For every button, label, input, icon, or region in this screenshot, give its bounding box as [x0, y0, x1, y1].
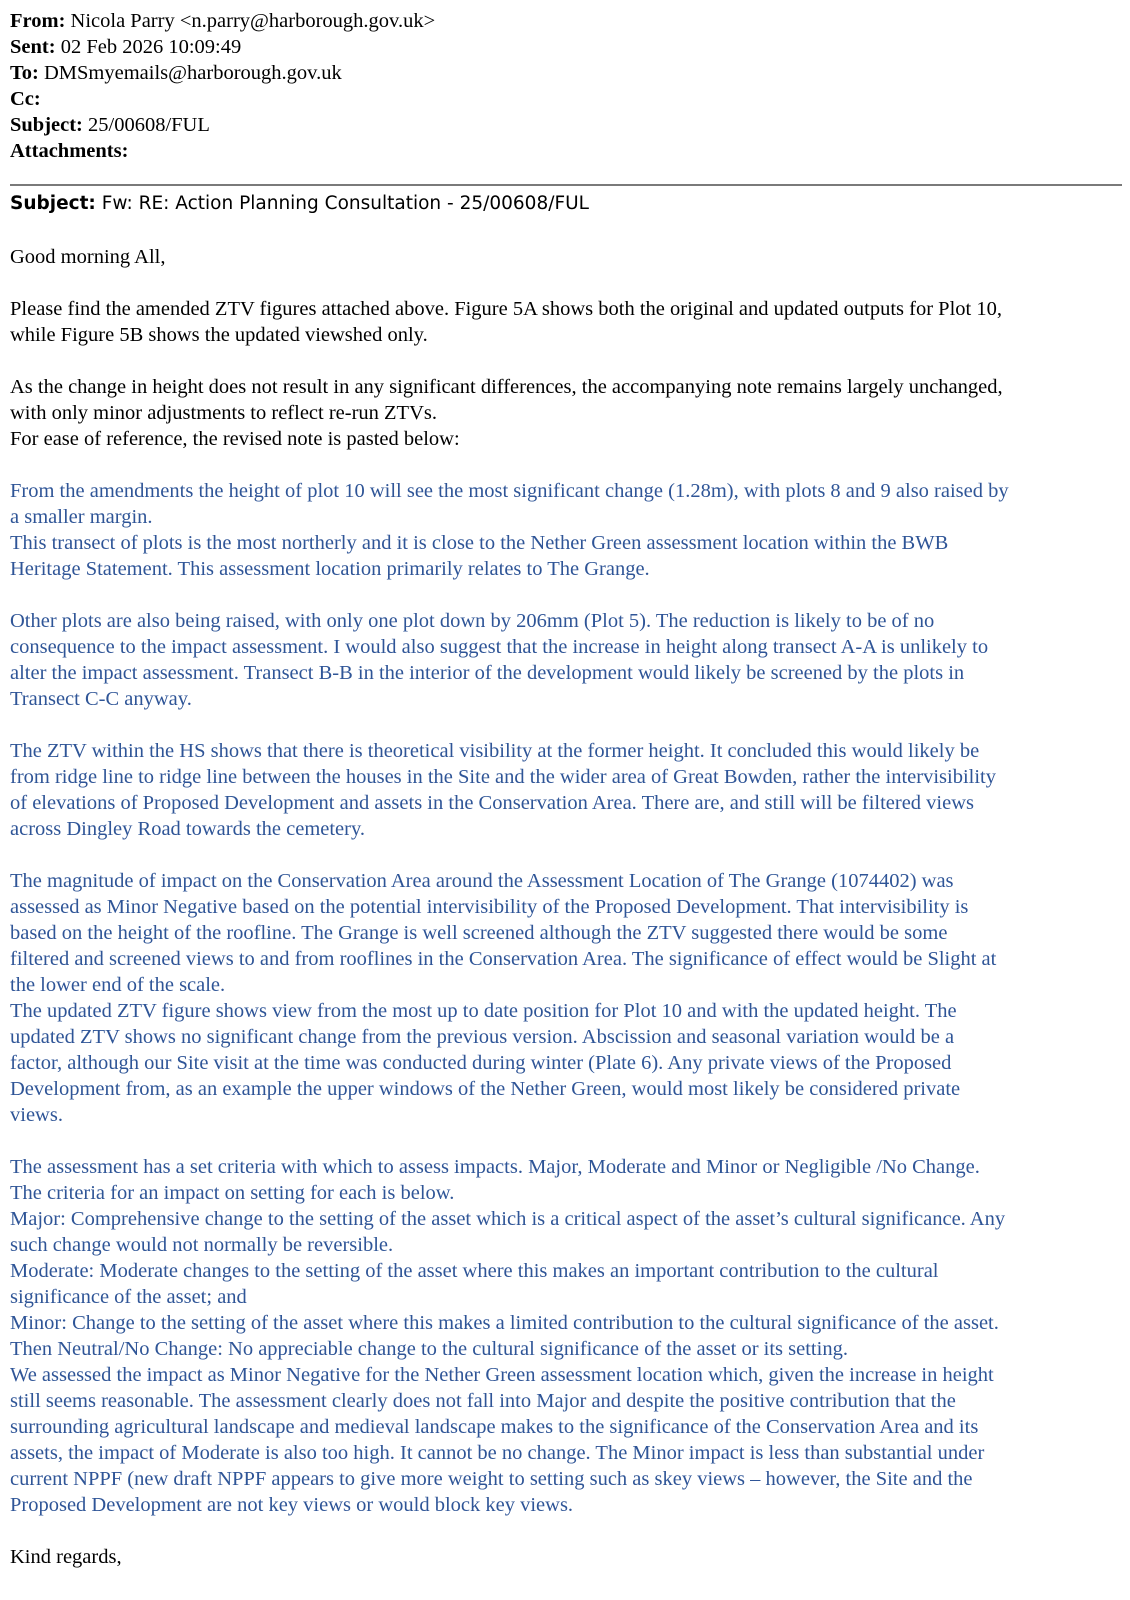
- paragraph-line: Please find the amended ZTV figures attached above. Figure 5A shows both the original and updated outputs for Plot 10,: [10, 298, 1002, 320]
- sent-label: Sent:: [10, 36, 56, 58]
- note-paragraph-1: [10, 478, 1122, 582]
- paragraph-intro: [10, 296, 1122, 348]
- note-line: assets, the impact of Moderate is also too high. It cannot be no change. The Minor impact is less than substantial under: [10, 1442, 985, 1464]
- paragraph-change: [10, 374, 1122, 452]
- note-line: We assessed the impact as Minor Negative for the Nether Green assessment location which, given the increase in height: [10, 1364, 994, 1386]
- email-body: [10, 244, 1122, 1570]
- note-paragraph-4: [10, 868, 1122, 1128]
- greeting: Good morning All,: [10, 246, 166, 268]
- email-header: [10, 8, 1122, 164]
- cc-label: Cc:: [10, 88, 41, 110]
- note-line: The criteria for an impact on setting for each is below.: [10, 1182, 455, 1204]
- subject-row: [10, 112, 1122, 138]
- note-line: Heritage Statement. This assessment location primarily relates to The Grange.: [10, 558, 650, 580]
- note-line: Then Neutral/No Change: No appreciable change to the cultural significance of the asset or its setting.: [10, 1338, 848, 1360]
- paragraph-line: As the change in height does not result in any significant differences, the accompanying note remains largely unchanged,: [10, 376, 1003, 398]
- note-line: This transect of plots is the most northerly and it is close to the Nether Green assessment location within the BWB: [10, 532, 949, 554]
- note-line: filtered and screened views to and from rooflines in the Conservation Area. The significance of effect would be Slight at: [10, 948, 997, 970]
- note-line: The magnitude of impact on the Conservation Area around the Assessment Location of The Grange (1074402) was: [10, 870, 954, 892]
- note-paragraph-2: [10, 608, 1122, 712]
- note-line: updated ZTV shows no significant change from the previous version. Abscission and seasonal variation would be a: [10, 1026, 955, 1048]
- note-line: consequence to the impact assessment. I would also suggest that the increase in height along transect A-A is unlikely to: [10, 636, 989, 658]
- note-line: based on the height of the roofline. The Grange is well screened although the ZTV suggested there would be some: [10, 922, 948, 944]
- paragraph-line: with only minor adjustments to reflect re-run ZTVs.: [10, 402, 437, 424]
- note-line: the lower end of the scale.: [10, 974, 226, 996]
- note-line: From the amendments the height of plot 10 will see the most significant change (1.28m), with plots 8 and 9 also raised by: [10, 480, 1009, 502]
- forwarded-subject-value: Fw: RE: Action Planning Consultation - 25/00608/FUL: [101, 193, 589, 214]
- attachments-label: Attachments:: [10, 140, 129, 162]
- from-value: Nicola Parry <n.parry@harborough.gov.uk>: [70, 10, 436, 32]
- from-label: From:: [10, 10, 66, 32]
- paragraph-line: while Figure 5B shows the updated viewshed only.: [10, 324, 428, 346]
- note-line: Proposed Development are not key views or would block key views.: [10, 1494, 574, 1516]
- paragraph-line: For ease of reference, the revised note is pasted below:: [10, 428, 460, 450]
- subject-label: Subject:: [10, 114, 83, 136]
- note-line: views.: [10, 1104, 63, 1126]
- note-line: Other plots are also being raised, with only one plot down by 206mm (Plot 5). The reduction is likely to be of no: [10, 610, 935, 632]
- note-line: factor, although our Site visit at the time was conducted during winter (Plate 6). Any private views of the Proposed: [10, 1052, 952, 1074]
- note-line: Minor: Change to the setting of the asset where this makes a limited contribution to the cultural significance of the asset.: [10, 1312, 999, 1334]
- note-line: still seems reasonable. The assessment clearly does not fall into Major and despite the positive contribution that the: [10, 1390, 956, 1412]
- note-line: such change would not normally be reversible.: [10, 1234, 394, 1256]
- note-line: current NPPF (new draft NPPF appears to give more weight to setting such as skey views – however, the Site and the: [10, 1468, 973, 1490]
- note-line: a smaller margin.: [10, 506, 153, 528]
- forwarded-subject-label: Subject:: [10, 193, 96, 214]
- note-line: from ridge line to ridge line between the houses in the Site and the wider area of Great Bowden, rather the intervisibility: [10, 766, 996, 788]
- sent-row: [10, 34, 1122, 60]
- note-paragraph-5: [10, 1154, 1122, 1518]
- note-line: across Dingley Road towards the cemetery.: [10, 818, 366, 840]
- note-line: The updated ZTV figure shows view from the most up to date position for Plot 10 and with the updated height. The: [10, 1000, 957, 1022]
- note-line: Major: Comprehensive change to the setting of the asset which is a critical aspect of the asset’s cultural significance. Any: [10, 1208, 1006, 1230]
- signoff: Kind regards,: [10, 1546, 122, 1568]
- note-line: Moderate: Moderate changes to the setting of the asset where this makes an important contribution to the cultural: [10, 1260, 939, 1282]
- note-line: The assessment has a set criteria with which to assess impacts. Major, Moderate and Minor or Negligible /No Change.: [10, 1156, 980, 1178]
- note-line: assessed as Minor Negative based on the potential intervisibility of the Proposed Development. That intervisibility is: [10, 896, 969, 918]
- note-line: significance of the asset; and: [10, 1286, 247, 1308]
- note-line: surrounding agricultural landscape and medieval landscape makes to the significance of the Conservation Area and its: [10, 1416, 979, 1438]
- note-paragraph-3: [10, 738, 1122, 842]
- note-line: The ZTV within the HS shows that there is theoretical visibility at the former height. It concluded this would likely be: [10, 740, 980, 762]
- note-line: Transect C-C anyway.: [10, 688, 192, 710]
- to-value: DMSmyemails@harborough.gov.uk: [44, 62, 342, 84]
- to-label: To:: [10, 62, 39, 84]
- forwarded-subject: [10, 190, 589, 218]
- subject-value: 25/00608/FUL: [88, 114, 210, 136]
- cc-row: [10, 86, 1122, 112]
- sent-value: 02 Feb 2026 10:09:49: [60, 36, 242, 58]
- note-line: alter the impact assessment. Transect B-B in the interior of the development would likely be screened by the plots in: [10, 662, 965, 684]
- to-row: [10, 60, 1122, 86]
- note-line: Development from, as an example the upper windows of the Nether Green, would most likely be considered private: [10, 1078, 961, 1100]
- attachments-row: [10, 138, 1122, 164]
- note-line: of elevations of Proposed Development and assets in the Conservation Area. There are, and still will be filtered views: [10, 792, 975, 814]
- header-divider: [10, 184, 1122, 186]
- from-row: [10, 8, 1122, 34]
